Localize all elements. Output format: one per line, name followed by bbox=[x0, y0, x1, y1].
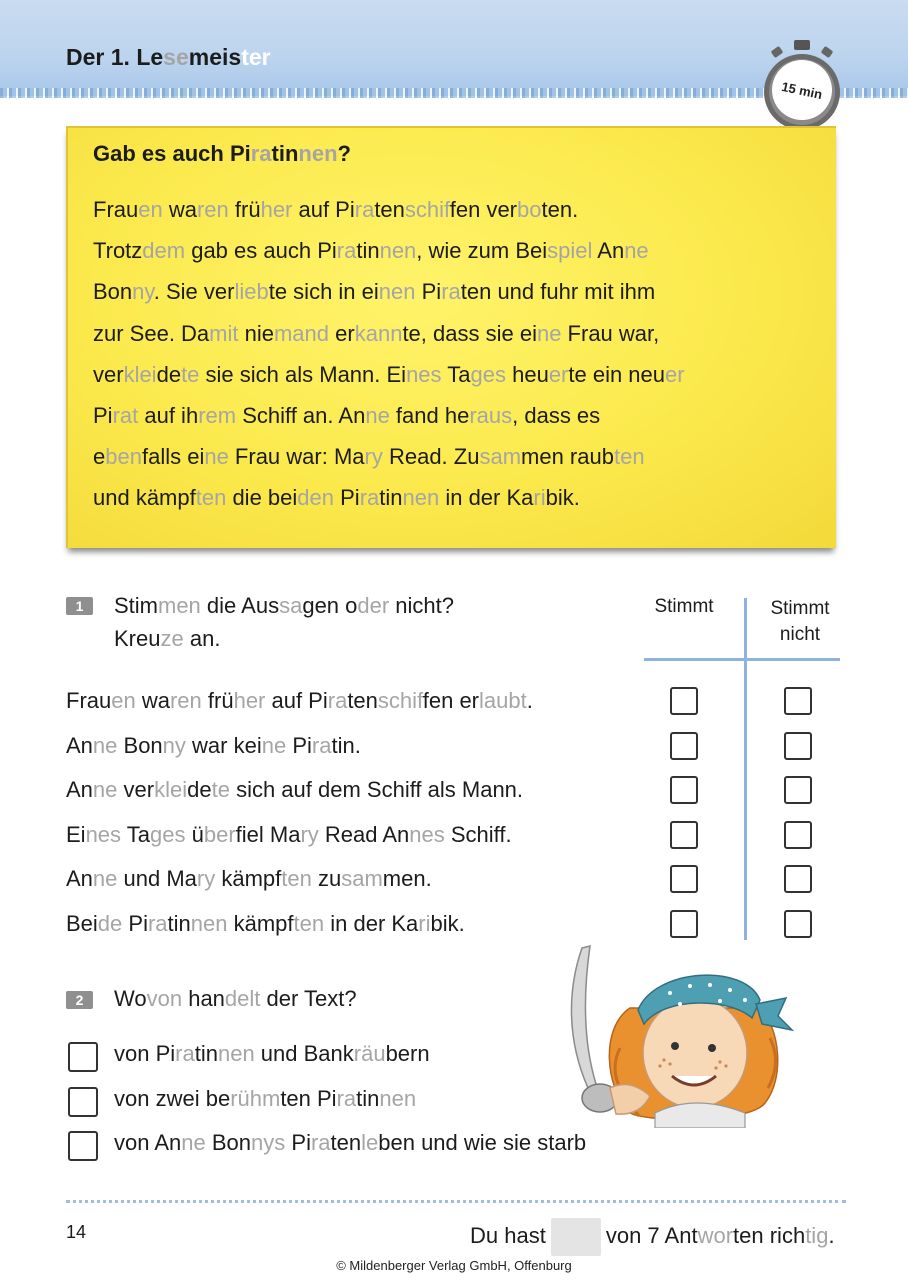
text-segment: Wo bbox=[114, 986, 147, 1011]
text-segment: e bbox=[93, 444, 106, 470]
stopwatch-icon bbox=[762, 40, 842, 132]
text-segment: se bbox=[163, 44, 189, 70]
statement-row bbox=[66, 822, 512, 848]
text-segment: . Sie ver bbox=[153, 279, 235, 305]
text-segment: mand bbox=[273, 320, 330, 346]
text-segment: von 7 Ant bbox=[605, 1222, 698, 1248]
text-segment: klei bbox=[123, 361, 157, 387]
text-segment: schif bbox=[377, 688, 423, 713]
option-checkbox[interactable] bbox=[68, 1131, 98, 1161]
text-segment: men raub bbox=[521, 444, 614, 470]
text-segment: bik. bbox=[430, 910, 465, 936]
text-segment: ? bbox=[337, 141, 351, 166]
text-segment: ne bbox=[624, 238, 649, 264]
text-segment: sie sich als Mann. Ei bbox=[199, 361, 407, 387]
text-segment: . bbox=[526, 688, 533, 713]
text-segment: Pi bbox=[122, 910, 148, 936]
text-segment: nie bbox=[238, 320, 274, 346]
text-segment: nen bbox=[217, 1041, 255, 1066]
text-segment: ges bbox=[470, 361, 506, 387]
text-segment: ra bbox=[147, 910, 168, 936]
text-segment: meis bbox=[188, 44, 242, 70]
text-segment: Der 1. Le bbox=[66, 44, 164, 70]
text-segment: le bbox=[361, 1130, 379, 1155]
text-segment: schif bbox=[404, 197, 450, 222]
text-segment: Pi bbox=[93, 403, 113, 428]
text-segment: er bbox=[548, 361, 569, 387]
text-segment: ges bbox=[150, 821, 186, 847]
text-segment: ben bbox=[105, 444, 142, 470]
text-segment: rem bbox=[198, 403, 237, 428]
checkbox-stimmt[interactable] bbox=[670, 821, 698, 849]
text-segment: ra bbox=[336, 238, 357, 264]
text-segment: Bon bbox=[117, 732, 163, 758]
text-segment: nes bbox=[409, 821, 445, 847]
option-label bbox=[114, 1130, 586, 1156]
table-divider-horizontal bbox=[644, 658, 840, 661]
text-segment: te, dass sie ei bbox=[402, 320, 537, 346]
text-segment: kämpf bbox=[227, 910, 294, 936]
text-segment: nen bbox=[379, 238, 417, 264]
text-segment: von zwei be bbox=[114, 1085, 231, 1111]
text-segment: wa bbox=[162, 197, 197, 222]
table-divider-vertical bbox=[744, 598, 747, 940]
text-segment: und kämpf bbox=[93, 485, 196, 511]
text-segment: ra bbox=[336, 1085, 357, 1111]
text-segment: spiel bbox=[547, 238, 593, 264]
text-segment: er bbox=[329, 320, 355, 346]
text-segment: ne bbox=[536, 320, 562, 346]
text-segment: ne bbox=[365, 403, 390, 428]
text-segment: nys bbox=[251, 1130, 286, 1155]
score-prefix: Du hast bbox=[470, 1222, 546, 1248]
timer-label: 15 min bbox=[780, 78, 824, 103]
text-segment: ra bbox=[310, 1130, 331, 1155]
score-suffix bbox=[606, 1223, 835, 1248]
text-segment: bo bbox=[517, 197, 542, 222]
page-title bbox=[66, 44, 271, 71]
text-segment: fen er bbox=[422, 688, 480, 713]
column-header-stimmt-nicht bbox=[756, 596, 844, 648]
text-segment: Bon bbox=[93, 279, 133, 305]
text-segment: falls ei bbox=[141, 444, 205, 470]
text-segment: kann bbox=[354, 320, 403, 346]
task-number-2: 2 bbox=[66, 991, 93, 1009]
text-segment: tin bbox=[379, 485, 403, 511]
text-segment: in der Ka bbox=[439, 485, 534, 511]
pirate-girl-illustration bbox=[560, 938, 800, 1128]
text-segment: räu bbox=[353, 1041, 386, 1066]
text-segment: ren bbox=[169, 688, 202, 713]
text-segment: men. bbox=[382, 866, 432, 891]
text-segment: nen bbox=[379, 1085, 417, 1111]
text-segment: Kreu bbox=[114, 626, 161, 651]
text-segment: men bbox=[158, 593, 201, 618]
option-checkbox[interactable] bbox=[68, 1042, 98, 1072]
text-segment: zu bbox=[311, 866, 342, 891]
text-segment: ten und fuhr mit ihm bbox=[460, 279, 656, 305]
text-segment: ten rich bbox=[733, 1222, 806, 1248]
column-header-line: Stimmt bbox=[770, 598, 830, 619]
text-segment: , dass es bbox=[512, 403, 601, 428]
text-segment: ten bbox=[330, 1130, 362, 1155]
option-checkbox[interactable] bbox=[68, 1087, 98, 1117]
text-segment: frü bbox=[201, 688, 234, 713]
text-segment: Pi bbox=[334, 485, 360, 511]
text-segment: ze bbox=[160, 626, 184, 651]
text-segment: und Bank bbox=[254, 1041, 354, 1066]
text-segment: ten bbox=[347, 688, 378, 713]
text-segment: an. bbox=[183, 626, 221, 651]
reading-line bbox=[93, 321, 659, 347]
page-number: 14 bbox=[66, 1222, 87, 1242]
text-segment: Frau bbox=[93, 197, 139, 222]
text-segment: ver bbox=[117, 777, 155, 802]
task2-prompt bbox=[114, 986, 357, 1012]
text-segment: ri bbox=[418, 910, 431, 936]
text-segment: An bbox=[592, 238, 625, 264]
text-segment: nen bbox=[190, 910, 228, 936]
text-segment: tig bbox=[805, 1222, 829, 1248]
text-segment: gen o bbox=[302, 593, 358, 618]
text-segment: fiel Ma bbox=[235, 821, 301, 847]
text-segment: fen ver bbox=[449, 197, 518, 222]
text-segment: kämpf bbox=[215, 866, 282, 891]
text-segment: ry bbox=[196, 866, 216, 891]
checkbox-stimmt[interactable] bbox=[670, 732, 698, 760]
checkbox-stimmt-nicht[interactable] bbox=[784, 865, 812, 893]
text-segment: war kei bbox=[185, 732, 262, 758]
checkbox-stimmt[interactable] bbox=[670, 776, 698, 804]
checkbox-stimmt[interactable] bbox=[670, 687, 698, 715]
text-segment: ter bbox=[241, 44, 271, 70]
text-segment: nicht? bbox=[389, 593, 455, 618]
text-segment: ten bbox=[374, 197, 405, 222]
option-label bbox=[114, 1041, 430, 1067]
text-segment: te bbox=[211, 777, 230, 802]
footer-divider bbox=[66, 1200, 846, 1203]
text-segment: Bei bbox=[66, 910, 98, 936]
text-segment: Pi bbox=[415, 279, 442, 305]
reading-line bbox=[93, 403, 600, 429]
text-segment: ver bbox=[93, 361, 124, 387]
text-segment: ny bbox=[162, 732, 186, 758]
text-segment: sa bbox=[279, 593, 303, 618]
text-segment: te bbox=[181, 361, 200, 387]
text-segment: dem bbox=[142, 238, 186, 264]
text-segment: han bbox=[182, 986, 225, 1011]
text-segment: er bbox=[665, 361, 685, 387]
text-segment: ber bbox=[203, 821, 236, 847]
text-segment: klei bbox=[154, 777, 188, 802]
text-segment: ra bbox=[311, 732, 332, 758]
text-segment: tin. bbox=[331, 732, 361, 758]
text-segment: Ta bbox=[121, 821, 150, 847]
text-segment: sam bbox=[479, 444, 522, 470]
score-input-box[interactable] bbox=[551, 1218, 601, 1256]
text-segment: ten bbox=[613, 444, 645, 470]
task1-prompt-line bbox=[114, 626, 220, 652]
text-segment: in der Ka bbox=[324, 910, 419, 936]
text-segment: gab es auch Pi bbox=[185, 238, 337, 264]
statement-row bbox=[66, 911, 465, 937]
text-segment: delt bbox=[224, 986, 261, 1011]
checkbox-stimmt[interactable] bbox=[670, 865, 698, 893]
text-segment: Schiff an. An bbox=[236, 403, 366, 428]
text-segment: tin bbox=[167, 910, 191, 936]
text-segment: von bbox=[146, 986, 183, 1011]
column-header-line: nicht bbox=[779, 624, 821, 645]
text-segment: Read. Zu bbox=[382, 444, 480, 470]
text-segment: Frau war: Ma bbox=[228, 444, 365, 470]
text-segment: ren bbox=[196, 197, 229, 222]
text-segment: ten Pi bbox=[280, 1085, 337, 1111]
text-segment: ne bbox=[204, 444, 229, 470]
text-segment: zur See. Da bbox=[93, 320, 210, 346]
text-segment: en bbox=[111, 688, 136, 713]
text-segment: die Aus bbox=[200, 593, 280, 618]
score-line bbox=[470, 1218, 835, 1256]
text-segment: sam bbox=[341, 866, 383, 891]
text-segment: ra bbox=[175, 1041, 195, 1066]
text-segment: ne bbox=[261, 732, 287, 758]
text-segment: wor bbox=[697, 1222, 734, 1248]
text-segment: Schiff. bbox=[444, 821, 512, 847]
text-segment: Gab es auch Pi bbox=[93, 141, 251, 166]
text-segment: bern bbox=[385, 1041, 430, 1066]
text-segment: ten. bbox=[541, 197, 579, 222]
text-segment: die bei bbox=[226, 485, 298, 511]
checkbox-stimmt-nicht[interactable] bbox=[784, 732, 812, 760]
reading-line bbox=[93, 362, 685, 388]
text-segment: ra bbox=[327, 688, 348, 713]
text-segment: Bon bbox=[205, 1130, 252, 1155]
text-segment: tin bbox=[194, 1041, 218, 1066]
text-segment: der Text? bbox=[260, 986, 357, 1011]
text-segment: en bbox=[138, 197, 163, 222]
text-segment: tin bbox=[356, 1085, 380, 1111]
text-segment: lieb bbox=[234, 279, 269, 305]
reading-line bbox=[93, 197, 578, 223]
text-segment: de bbox=[187, 777, 212, 802]
text-segment: auf ih bbox=[138, 403, 199, 428]
text-segment: Ei bbox=[66, 821, 86, 847]
statement-row bbox=[66, 866, 432, 892]
text-segment: ra bbox=[250, 141, 272, 166]
text-segment: heu bbox=[505, 361, 549, 387]
checkbox-stimmt-nicht[interactable] bbox=[784, 821, 812, 849]
text-segment: An bbox=[66, 866, 93, 891]
text-segment: nes bbox=[85, 821, 122, 847]
text-segment: tin bbox=[356, 238, 380, 264]
text-segment: te sich in ei bbox=[268, 279, 379, 305]
text-segment: von An bbox=[114, 1130, 182, 1155]
text-segment: von Pi bbox=[114, 1041, 176, 1066]
text-segment: ne bbox=[92, 866, 118, 891]
checkbox-stimmt-nicht[interactable] bbox=[784, 687, 812, 715]
text-segment: auf Pi bbox=[265, 688, 328, 713]
text-segment: den bbox=[297, 485, 334, 511]
text-segment: ten bbox=[281, 866, 312, 891]
text-segment: de bbox=[97, 910, 123, 936]
copyright: © Mildenberger Verlag GmbH, Offenburg bbox=[336, 1258, 572, 1273]
text-segment: ne bbox=[181, 1130, 206, 1155]
text-segment: . bbox=[828, 1222, 835, 1248]
checkbox-stimmt[interactable] bbox=[670, 910, 698, 938]
text-segment: Pi bbox=[285, 1130, 311, 1155]
text-segment: sich auf dem Schiff als Mann. bbox=[229, 777, 524, 802]
text-segment: tin bbox=[271, 141, 299, 166]
task1-prompt-line bbox=[114, 593, 454, 619]
text-segment: Read An bbox=[318, 821, 410, 847]
text-segment: te ein neu bbox=[568, 361, 666, 387]
option-label bbox=[114, 1086, 416, 1112]
text-segment: Pi bbox=[286, 732, 312, 758]
text-segment: fand he bbox=[389, 403, 470, 428]
reading-line bbox=[93, 444, 645, 470]
text-segment: nes bbox=[406, 361, 442, 387]
text-segment: und Ma bbox=[117, 866, 197, 891]
text-segment: rühm bbox=[230, 1085, 281, 1111]
text-segment: nen bbox=[298, 141, 338, 166]
text-segment: ra bbox=[441, 279, 461, 305]
text-segment: rat bbox=[112, 403, 139, 428]
statement-row bbox=[66, 777, 523, 803]
text-segment: ne bbox=[92, 732, 118, 758]
checkbox-stimmt-nicht[interactable] bbox=[784, 776, 812, 804]
text-segment: ny bbox=[132, 279, 154, 305]
text-segment: ra bbox=[359, 485, 380, 511]
text-segment: de bbox=[156, 361, 182, 387]
text-segment: ben und wie sie starb bbox=[378, 1130, 587, 1155]
text-segment: her bbox=[233, 688, 266, 713]
text-segment: Frau war, bbox=[561, 320, 660, 346]
reading-line bbox=[93, 238, 649, 264]
text-segment: ne bbox=[92, 777, 118, 802]
text-segment: ry bbox=[364, 444, 383, 470]
reading-title bbox=[93, 141, 351, 167]
text-segment: her bbox=[260, 197, 293, 222]
text-segment: ra bbox=[354, 197, 375, 222]
text-segment: der bbox=[357, 593, 390, 618]
text-segment: laubt bbox=[479, 688, 527, 713]
text-segment: Stim bbox=[114, 593, 158, 618]
text-segment: frü bbox=[228, 197, 261, 222]
text-segment: ten bbox=[195, 485, 227, 511]
text-segment: An bbox=[66, 732, 93, 758]
text-segment: Frau bbox=[66, 688, 112, 713]
task-number-1: 1 bbox=[66, 597, 93, 615]
text-segment: An bbox=[66, 777, 93, 802]
text-segment: ri bbox=[533, 485, 546, 511]
statement-row bbox=[66, 688, 533, 714]
text-segment: Trotz bbox=[93, 238, 143, 264]
statement-row bbox=[66, 733, 361, 759]
text-segment: Ta bbox=[441, 361, 471, 387]
text-segment: wa bbox=[135, 688, 170, 713]
text-segment: ten bbox=[293, 910, 325, 936]
text-segment: nen bbox=[402, 485, 440, 511]
text-segment: ry bbox=[300, 821, 319, 847]
text-segment: raus bbox=[469, 403, 513, 428]
text-segment: nen bbox=[378, 279, 416, 305]
reading-line bbox=[93, 485, 580, 511]
text-segment: bik. bbox=[545, 485, 580, 511]
column-header-stimmt: Stimmt bbox=[654, 596, 714, 617]
checkbox-stimmt-nicht[interactable] bbox=[784, 910, 812, 938]
text-segment: , wie zum Bei bbox=[416, 238, 548, 264]
text-segment: auf Pi bbox=[292, 197, 355, 222]
reading-line bbox=[93, 279, 655, 305]
text-segment: ü bbox=[185, 821, 204, 847]
text-segment: mit bbox=[209, 320, 239, 346]
